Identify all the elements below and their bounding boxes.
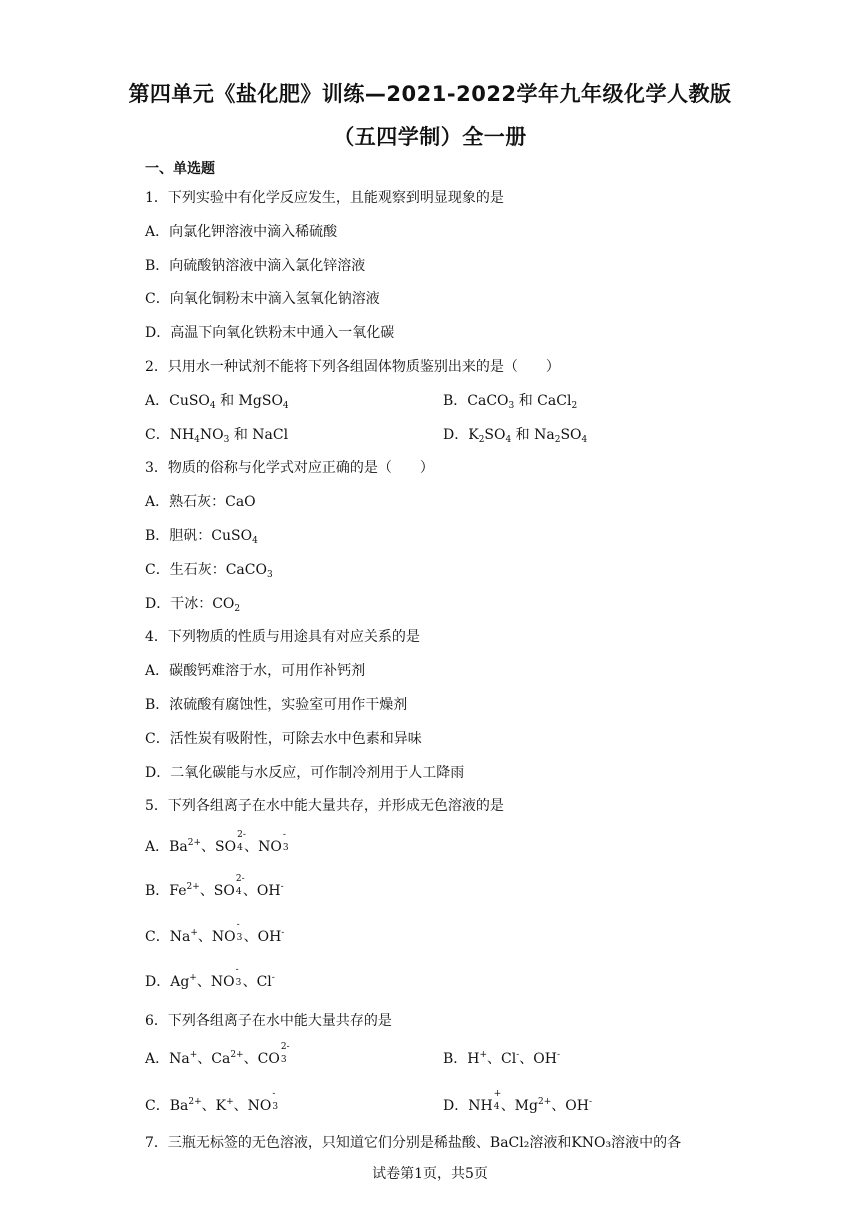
q5-option-c: C．Na+、NO - 3 、OH- [145,920,285,945]
q4-stem: 4．下列物质的性质与用途具有对应关系的是 [145,629,420,645]
q2-option-a: A．CuSO$_4$ 和 MgSO$_4$ [145,393,289,411]
q3-option-d: D．干冰：$CO_2$ [145,596,241,614]
q2-option-c: C．$NH_4NO_3$ 和 NaCl [145,427,289,445]
q5-option-a: A．$Ba^{2+}$、SO 2- 4 、NO - 3 [145,830,289,855]
q6-option-d: D．NH + 4 、$Mg^{2+}$、OH- [443,1089,592,1114]
q7-stem: 7．三瓶无标签的无色溶液，只知道它们分别是稀盐酸、BaCl₂溶液和KNO₃溶液中的各 [145,1135,682,1151]
q6-option-b: B．H+、Cl-、OH- [443,1050,561,1067]
title-line-1: 第四单元《盐化肥》训练—2021-2022学年九年级化学人教版 [128,82,732,106]
q1-stem: 1．下列实验中有化学反应发生，且能观察到明显现象的是 [145,190,504,206]
q5-option-d: D．Ag+、NO - 3 、Cl- [145,965,275,990]
title-line-2: （五四学制）全一册 [333,125,527,149]
q3-option-c: C．生石灰：CaCO$_3$ [145,562,273,580]
section-label: 一、单选题 [145,161,215,177]
q6-stem: 6．下列各组离子在水中能大量共存的是 [145,1013,392,1029]
q5-stem: 5．下列各组离子在水中能大量共存，并形成无色溶液的是 [145,798,504,814]
q2-option-b: B．CaCO$_3$ 和 CaCl$_2$ [443,393,578,411]
q3-option-b: B．胆矾：CuSO$_4$ [145,528,258,546]
q1-option-a: A．向氯化钾溶液中滴入稀硫酸 [145,224,338,240]
q3-option-a: A．熟石灰：CaO [145,494,256,510]
q3-stem: 3．物质的俗称与化学式对应正确的是（ ） [145,460,434,476]
q1-option-d: D．高温下向氧化铁粉末中通入一氧化碳 [145,325,395,341]
q4-option-a: A．碳酸钙难溶于水，可用作补钙剂 [145,663,366,679]
q2-option-d: D．$K_2SO_4$ 和 $Na_2SO_4$ [443,427,588,445]
page-footer: 试卷第1页，共5页 [372,1166,488,1182]
q1-option-c: C．向氧化铜粉末中滴入氢氧化钠溶液 [145,291,380,307]
q1-option-b: B．向硫酸钠溶液中滴入氯化锌溶液 [145,258,366,274]
q5-option-b: B．$Fe^{2+}$、SO 2- 4 、OH- [145,874,284,899]
q6-option-a: A．Na+、$Ca^{2+}$、CO 2- 3 [145,1042,290,1067]
q4-option-c: C．活性炭有吸附性，可除去水中色素和异味 [145,731,422,747]
q2-stem: 2．只用水一种试剂不能将下列各组固体物质鉴别出来的是（ ） [145,359,560,375]
q4-option-b: B．浓硫酸有腐蚀性，实验室可用作干燥剂 [145,697,408,713]
q4-option-d: D．二氧化碳能与水反应，可作制冷剂用于人工降雨 [145,765,465,781]
q6-option-c: C．$Ba^{2+}$、K+、NO - 3 [145,1089,279,1114]
